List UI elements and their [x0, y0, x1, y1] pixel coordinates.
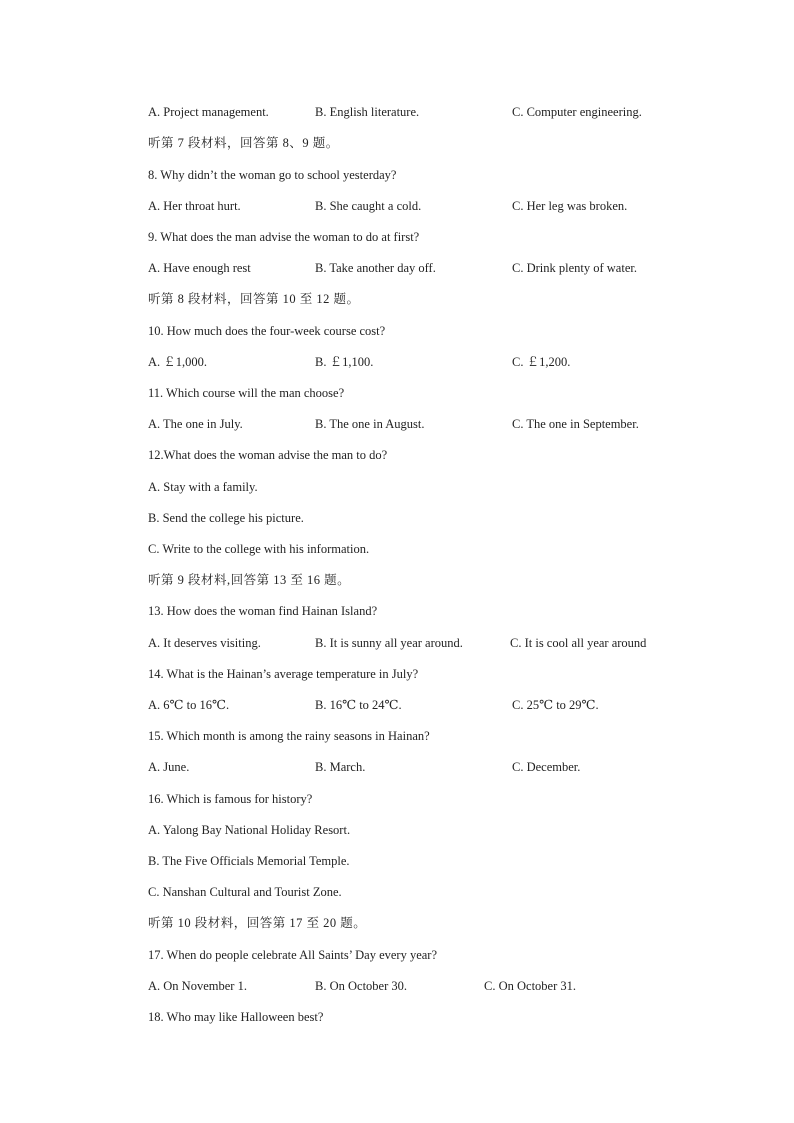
question-text: 9. What does the man advise the woman to do at first? [148, 230, 420, 244]
option-b: B. Take another day off. [315, 261, 436, 275]
option-b: B. On October 30. [315, 979, 407, 993]
option-a: A. On November 1. [148, 979, 247, 993]
option-line: A. Stay with a family. [148, 480, 258, 494]
option-a: A. June. [148, 760, 190, 774]
option-c: C. ￡1,200. [512, 355, 571, 369]
option-a: A. 6℃ to 16℃. [148, 698, 230, 712]
question-text: 14. What is the Hainan’s average temperature in July? [148, 667, 419, 681]
option-b: B. 16℃ to 24℃. [315, 698, 402, 712]
option-line: A. Yalong Bay National Holiday Resort. [148, 823, 351, 837]
option-a: A. It deserves visiting. [148, 636, 261, 650]
option-c: C. December. [512, 760, 581, 774]
option-a: A. ￡1,000. [148, 355, 208, 369]
option-c: C. Drink plenty of water. [512, 261, 637, 275]
option-line: C. Write to the college with his information. [148, 542, 370, 556]
option-c: C. It is cool all year around [510, 636, 647, 650]
option-c: C. The one in September. [512, 417, 639, 431]
section-instruction: 听第 7 段材料，回答第 8、9 题。 [148, 136, 339, 150]
section-instruction: 听第 10 段材料，回答第 17 至 20 题。 [148, 916, 367, 930]
question-text: 10. How much does the four-week course cost? [148, 324, 386, 338]
question-text: 13. How does the woman find Hainan Island? [148, 604, 378, 618]
option-c: C. Her leg was broken. [512, 199, 628, 213]
option-a: A. Her throat hurt. [148, 199, 241, 213]
option-c: C. Computer engineering. [512, 105, 642, 119]
section-instruction: 听第 9 段材料,回答第 13 至 16 题。 [148, 573, 351, 587]
option-b: B. English literature. [315, 105, 420, 119]
option-b: B. She caught a cold. [315, 199, 422, 213]
option-line: C. Nanshan Cultural and Tourist Zone. [148, 885, 342, 899]
question-text: 16. Which is famous for history? [148, 792, 313, 806]
option-a: A. Project management. [148, 105, 269, 119]
question-text: 15. Which month is among the rainy seasons in Hainan? [148, 729, 430, 743]
option-line: B. Send the college his picture. [148, 511, 304, 525]
option-b: B. ￡1,100. [315, 355, 374, 369]
question-text: 18. Who may like Halloween best? [148, 1010, 324, 1024]
question-text: 17. When do people celebrate All Saints’ Day every year? [148, 948, 438, 962]
option-line: B. The Five Officials Memorial Temple. [148, 854, 350, 868]
option-b: B. The one in August. [315, 417, 425, 431]
option-c: C. 25℃ to 29℃. [512, 698, 599, 712]
question-text: 11. Which course will the man choose? [148, 386, 345, 400]
option-b: B. It is sunny all year around. [315, 636, 463, 650]
question-text: 12.What does the woman advise the man to do? [148, 448, 388, 462]
option-a: A. Have enough rest [148, 261, 251, 275]
question-text: 8. Why didn’t the woman go to school yesterday? [148, 168, 397, 182]
option-a: A. The one in July. [148, 417, 243, 431]
section-instruction: 听第 8 段材料，回答第 10 至 12 题。 [148, 292, 360, 306]
option-c: C. On October 31. [484, 979, 576, 993]
option-b: B. March. [315, 760, 366, 774]
